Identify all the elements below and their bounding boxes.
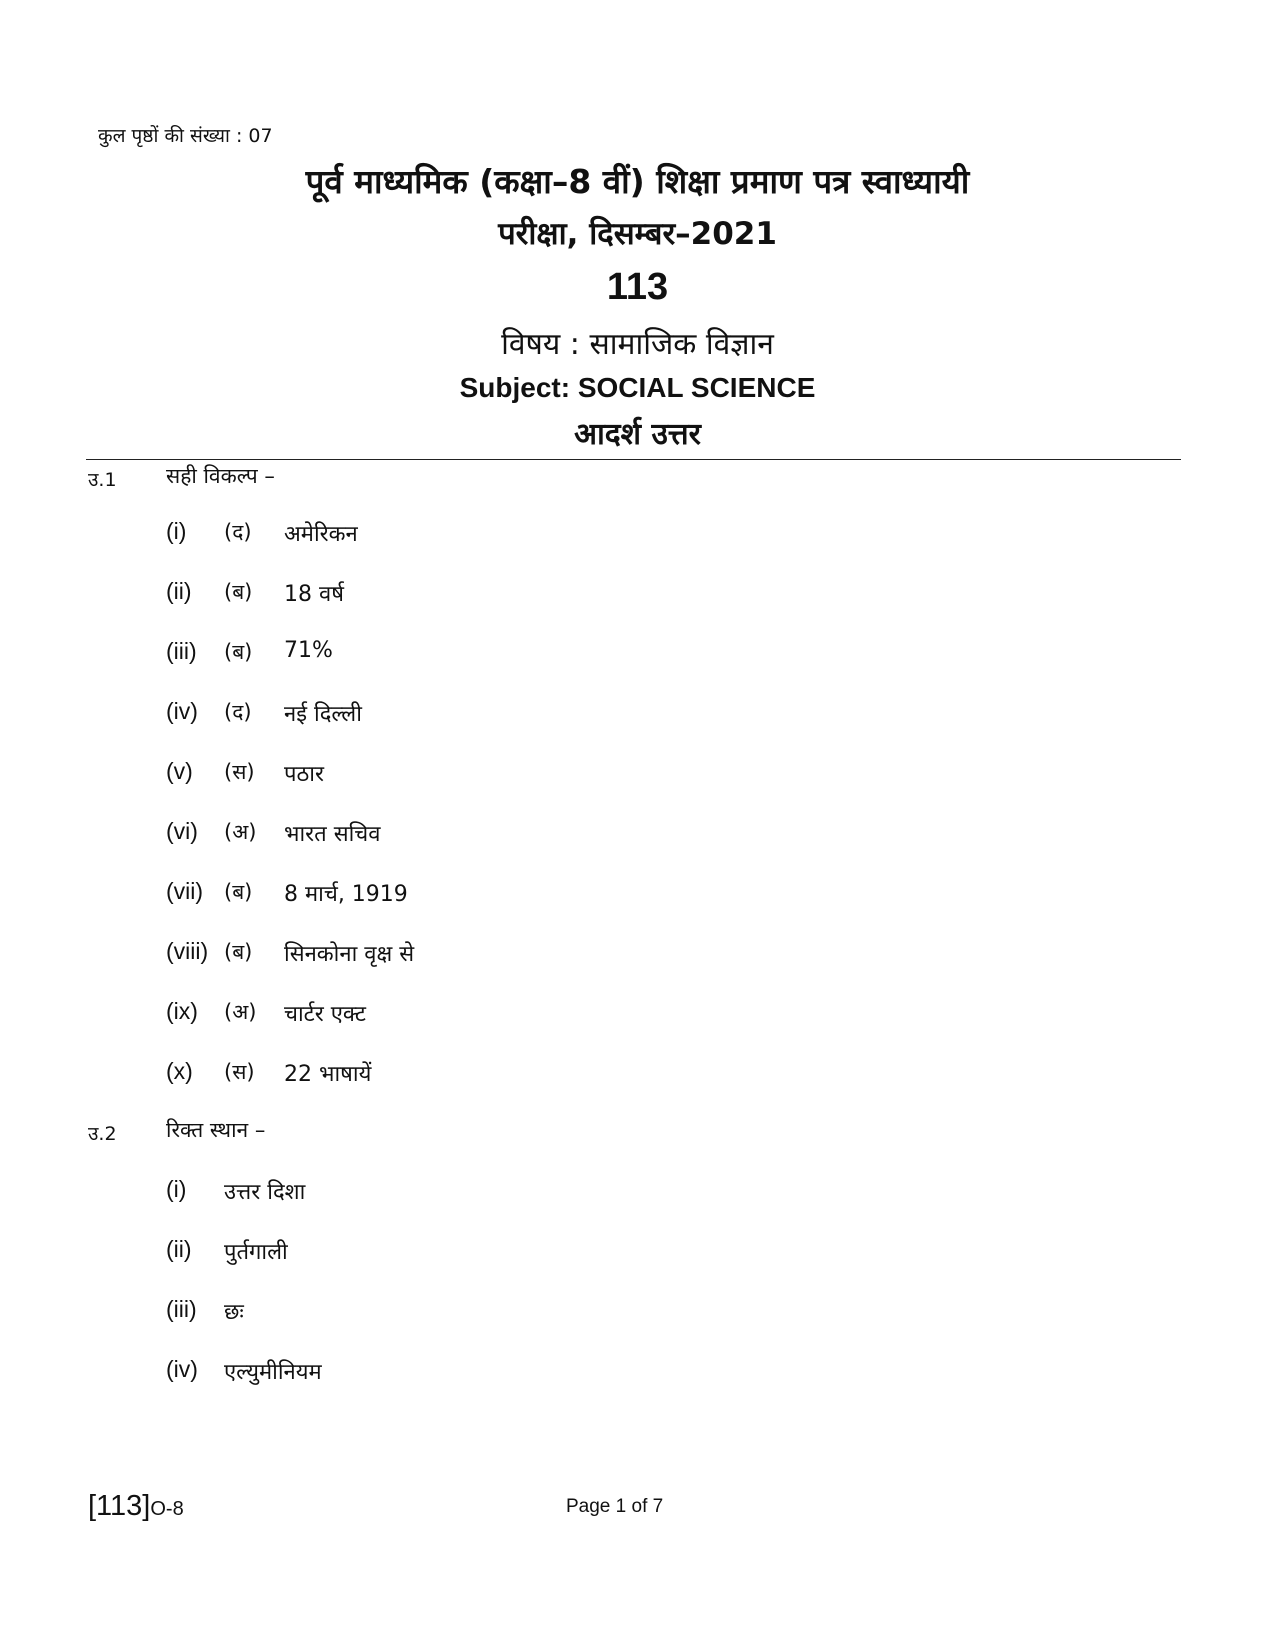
item-answer: 22 भाषायें [284,1062,372,1087]
item-option: (अ) [224,820,257,844]
item-number: (vii) [166,878,204,904]
footer-code-main: [113] [88,1490,151,1522]
item-option: (अ) [224,1000,257,1024]
q2-item [0,1296,1275,1330]
item-answer: छः [224,1300,244,1325]
q2-item [0,1356,1275,1390]
q2-title: रिक्त स्थान – [166,1118,266,1142]
q1-item [0,518,1275,552]
item-number: (i) [166,518,187,544]
q1-item [0,578,1275,612]
item-number: (iii) [166,1296,197,1322]
item-answer: पुर्तगाली [224,1240,288,1265]
item-answer: 18 वर्ष [284,582,344,607]
item-number: (i) [166,1176,187,1202]
item-number: (ix) [166,998,198,1024]
item-number: (iii) [166,638,197,664]
item-option: (ब) [224,640,253,664]
q2-item [0,1236,1275,1270]
q2-item [0,1176,1275,1210]
q1-item [0,878,1275,912]
q1-item [0,938,1275,972]
item-option: (द) [224,700,252,724]
q1-item [0,818,1275,852]
page-number: Page 1 of 7 [566,1496,664,1517]
exam-session: परीक्षा, दिसम्बर–2021 [498,216,777,252]
subject-english: Subject: SOCIAL SCIENCE [459,372,816,403]
item-answer: चार्टर एक्ट [284,1002,366,1027]
item-number: (x) [166,1058,193,1084]
item-answer: नई दिल्ली [284,702,362,727]
item-option: (ब) [224,880,253,904]
footer-code [88,1490,184,1523]
exam-title: पूर्व माध्यमिक (कक्षा–8 वीं) शिक्षा प्रमाण पत्र स्वाध्यायी [305,162,970,201]
item-number: (iv) [166,698,198,724]
item-answer: सिनकोना वृक्ष से [284,942,415,967]
item-answer: उत्तर दिशा [224,1180,306,1205]
q1-title: सही विकल्प – [166,464,275,488]
item-number: (vi) [166,818,198,844]
item-option: (द) [224,520,252,544]
item-option: (ब) [224,580,253,604]
item-answer: 8 मार्च, 1919 [284,882,408,907]
item-answer: अमेरिकन [284,522,358,547]
q2-label: उ.2 [88,1123,117,1145]
item-number: (iv) [166,1356,198,1382]
paper-code: 113 [606,266,669,308]
item-number: (ii) [166,1236,192,1262]
item-answer: 71% [284,638,333,663]
item-number: (v) [166,758,193,784]
q1-item [0,758,1275,792]
document-type: आदर्श उत्तर [574,417,701,452]
item-answer: पठार [284,762,324,787]
item-number: (ii) [166,578,192,604]
footer-code-suffix: O-8 [150,1498,184,1520]
item-option: (स) [224,1060,255,1084]
q1-item [0,998,1275,1032]
q1-label: उ.1 [88,469,117,491]
q1-item [0,638,1275,672]
item-answer: एल्युमीनियम [224,1360,322,1385]
q1-item [0,1058,1275,1092]
total-pages-note: कुल पृष्ठों की संख्या : 07 [98,125,273,147]
item-number: (viii) [166,938,209,964]
subject-hindi: विषय : सामाजिक विज्ञान [501,327,774,362]
header-divider [86,459,1181,460]
item-answer: भारत सचिव [284,822,381,847]
item-option: (स) [224,760,255,784]
item-option: (ब) [224,940,253,964]
q1-item [0,698,1275,732]
